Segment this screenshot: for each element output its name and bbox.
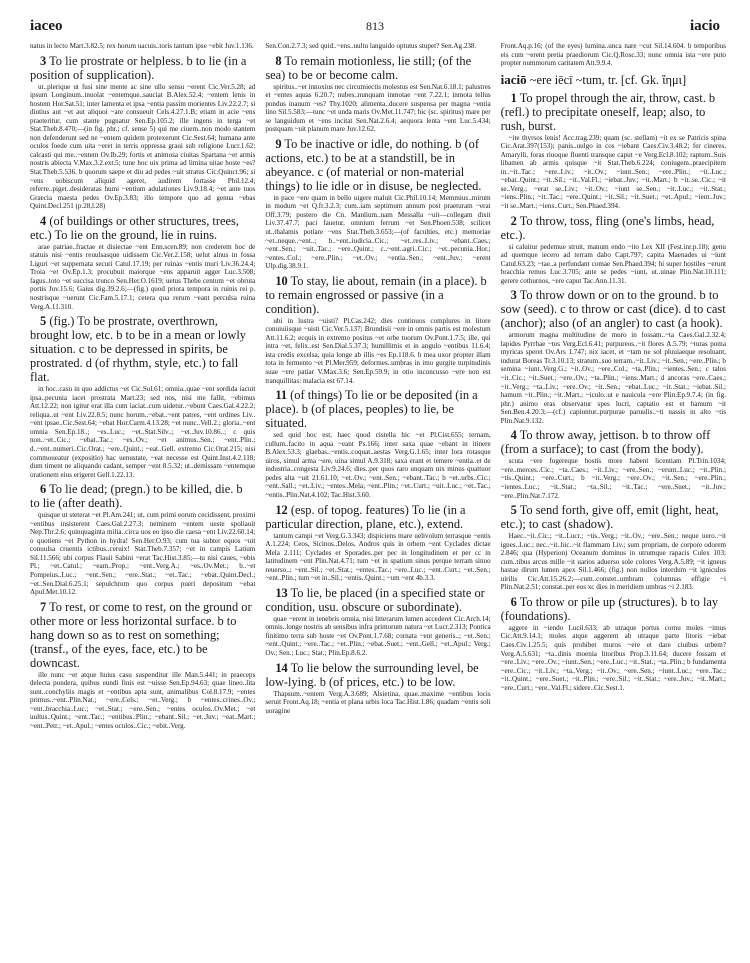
sense-definition: [501, 288, 726, 330]
sense-number: 3: [40, 53, 47, 68]
sense-number: 6: [40, 482, 47, 497]
sense-number: 11: [275, 388, 288, 403]
lemma-headword: iaciō: [500, 71, 527, 87]
sense-definition: [30, 314, 255, 384]
sense-number: 2: [510, 213, 517, 228]
sense-text: To stay, lie about, remain (in a place). b to remain engrossed or passive (in a condition).: [265, 273, 487, 316]
citation-paragraph: in hoc..casu in quo addictus ~et Cic.Sul.61; omnia..quae ~ent sordida iacuit ipsa..pecunia iacet prostrata Mart.23; sed nos, nisi me fallit, ~ebimus Att.12.22; non igitur erat illa cum iaciat..cum uidetur..~ebunt Caes.Gal.4.22.2; reliqua..ut ~ent Liv.22.8.5; nunc horum..~ebat..~ent patres, ~ent ordines Liv.. ~ent ipsae..Cic.Sest.64; ~ebat Hor.Carm.4.13.28; ~et nunc..Vell.2.; gloria..~ent omnia Sen.Ep.18..; ~es..Luc.; ~et..Stat.Silv..; ~et..Juv.10.86..; c quis non..~et..Cic.; ~ebat..Tac.; ~es..Ov.; ~et animus..Sen.; ~ent..Plin.; d..~ent..numeri..Cic.Orat.; ~ere..Quint.; ~eat..Gell. extremo Cic.Orat.215; nisi commoueatur (expositio) hac uenustate, ~eat necesse est Quint.Inst.4.2.118; dum timent ne aliquando cadant, semper ~ent 8.5.32; ut..demissam ~entemque orationem eius erigeret Gell.1.22.13.: [30, 385, 256, 479]
sense-definition: [30, 54, 255, 82]
sense-text: (esp. of topog. features) To lie (in a particular direction, plane, etc.), extend.: [265, 502, 466, 531]
sense-definition: [265, 54, 490, 82]
sense-text: To propel through the air, throw, cast. b (refl.) to precipitate oneself, leap; also, to rush, burst.: [500, 90, 716, 133]
sense-number: 4: [40, 213, 47, 228]
sense-number: 8: [275, 53, 282, 68]
column-1: [30, 42, 255, 953]
citation-paragraph: quisque ut steterat ~et Pl.Am.241; ut, cum primi eorum cecidissent, proximi ~entibus insisterent Caes.Gal.2.27.3; neminem ~entem ueste spoliauit Nep.Thr.2.6; quinquaginta milia..circa uos eo ipso die caesa ~ent Liv.22.60.14; o quotiens ~et Python in hydra! Sen.Her.O.93; cum tua subter equos ~uit conuulsa cruentis ictibus..ceruix! Stat.Theb.7.357; ~et in campis Latium Sil.11.566; ubi corpus Flauii Sabini ~erat Tac.Hist.3.85;—tu nisi caues, ~ebis Pl.; ~et..Catul.; ~eam..Prop.; ~ent..Verg.A.; ~es..Ov.Met.; b..~et Pompeius..Luc.; ~ent..Sen.; ~ere..Stat.; ~et..Tac.; ~ebat..Quint.Decl.; ~et..Sen.Dial.6.25.1; sepulchrum quo corpus pueri depositum ~ebat Apul.Met.10.12.: [30, 511, 256, 597]
right-running-headword: iacio: [690, 18, 720, 34]
citation-paragraph: si caluitur pedemue struit, manum endo ~ito Lex XII (Fest.inr.p.18); genu ad quemque iecero ad terram dabo Capt.797; capita Maenades ui ~iunt Catul.63.23; ~tae..a perfundant comae Sen.Phaed.394; hi super hostiles ~erunt bracchia remos Luc.3.705; ante se pedes ~iunt, ut..uinae Plin.Nat.10.111; gerere cothurnos, ~ere caput Tac.Ann.11.31.: [500, 242, 726, 285]
sense-definition: [265, 586, 490, 614]
sense-text: To throw away, jettison. b to throw off (from a surface); to cast (from the body).: [500, 428, 711, 457]
sense-text: (of things) To lie or be deposited (in a place). b (of places, peoples) to lie, be situated.: [265, 388, 478, 431]
citation-paragraph: spiritus..~et innoxius nec circumiectis molestus est Sen.Nat.6.18.1; palustres et ~entes aquas 6.20.7; nubes..nunquam inmotae ~ent 7.22.1; inmota tellus pondus inanum ~es? Thy.1020; alimenta..ducere suspensa per magna ~entia lino Sil.5.583;—tunc ~et unda maris Ov.Met.11.747; hic (sc. spiritus) mare per se languidum et ~ens incitat Sen.Nat.2.6.4; aequora lenta ~ent Luc.5.434; postquam ~uit planum mare Juv.12.62.: [265, 82, 491, 134]
sense-definition: [501, 595, 726, 623]
sense-definition: [501, 214, 726, 242]
citation-paragraph: Thapsum..~entem Verg.A.3.689; Alsietina, quae..maxime ~entibus locis seruit Front.Aq.18; ~entia et plana urbis loca Tac.Hist.1.86; quadam ~entis soli uoragine: [265, 689, 491, 715]
sense-number: 7: [40, 599, 47, 614]
sense-number: 5: [510, 503, 517, 518]
citation-paragraph: Haec..~it..Cic.; ~it..Lucr.; ~tis..Verg.; ~it..Ov.; ~ere..Sen.; neque uero..~it ignes..Luc.; nec..~it..hic..~it flammam Liv.; sum propriam, de corpore odorem 2.846; qua (Hyperion) Oceanum dominus in utrumque rapacis Culex 103; cum..tibus arcus mille ~it uarios aduerso sole colores Verg.A.5.89; ~it igneus hastae dirum lumen apex Sil.1.466; (fig.) non nullos interdum ~it igniculos uirilis Cic.Att.15.26.2;—cum..constet..umbram columnas effigie ~i Plin.Nat.2.51; constat..per eos xc dies in meridiem umbras ~i 2.183.: [500, 532, 726, 592]
page-header: [30, 18, 720, 40]
sense-text: To throw or pile up (structures). b to lay (foundations).: [500, 594, 719, 623]
sense-number: 1: [510, 90, 517, 105]
left-running-headword: iaceo: [30, 18, 63, 34]
column-2: [265, 42, 490, 953]
sense-number: 4: [510, 428, 517, 443]
sense-definition: [265, 388, 490, 430]
sense-definition: [265, 274, 490, 316]
citation-paragraph: in pace ~ere quam in bello uigere maluit Cic.Phil.10.14; Memmius..mirum in modum ~et Q.fr.3.2.3; cum..iam septimum annum post praeturam ~erat Off.3.79; postero die Cn. Manlium..nam Messalla ~uit—collegam dixit Liv.37.47.7; paci fauetur, omnium ferrum ~et Sen.Phoen.538; scilicet ut..thalamis potiare ~ens Stat.Theb.3.653;—(of faculties, etc.) memoriae ~et..neque..~ent..; b..~ent..iudicia..Cic.; ~et..res..Liv.; ~ebant..Caes.; ~ent..Sen.; ~uit..Tac.; ~ere..Quint.; c..~ent..agri..Cic.; ~et..pecunia..Hor.; ~entes..Col.; ~ere..Plin.; ~et..Ov.; ~entia..Sen.; ~ent..Juv.; ~erent Ulp.dig.38.9.1.: [265, 193, 491, 271]
sense-number: 13: [275, 585, 288, 600]
sense-definition: [265, 503, 490, 531]
citation-paragraph: ut..plerique ut fusi sine mente ac sine ullo sensu ~erent Cic.Ver.5.28; ad ipsum Longinum..inuolat ~entemque..sauciat B.Alex.52.4; ~entem lenis in hostem Hor.Sat.51; inter lamenta et ipsa ~entia passim morientes Liv.22.2.7; si diutius aut ~et aut aliquoi ~are consueuit Cels.4.27.1.B; etiam in acie ~ens praeteritur, cum stante pugnatur Sen.Ep.105.2; ille ingens in terga ~et Stat.Theb.8.470;—(in fig. phr.; cf. sense 5) qui me ciuem..non modo stantem non defenderunt sed ne ~entem quidem protexerunt Cic.Sest.64; humana ante oculos foede cum uita ~eret in terris oppressa graui sub religione Lucr.1.62; calcasti qui me..~entem Ov.Ib.29; fortis et animosa ciuitas Spartana ~et armis nostris abiecta V.Max.3.2.ext.5; tune hoc uix prima ad limina uitae hoste ~es? Stat.Theb.5.536. b quorum saepe et diu ad pedes ~uit stratus Cic.Quinct.96; si ~ens uobiscum aliquid ageret, audirem fortasse Phil.12.4; referre..piget..desideratas humi ~entium adulationes Liv.9.18.4; ~et ante tuos Graecia maesta pedes Ov.Ep.3.83; illo tempore quo ad genua ~ebas Quint.Decl.251 (p.28,l.28): [30, 82, 256, 211]
sense-text: To be inactive or idle, do nothing. b (of actions, etc.) to be at a standstill, be in abeyance. c (of material or non-material things) to lie idle or in disuse, be neglected.: [265, 136, 482, 193]
citation-paragraph: armorum magna multitudine de muro in fossam..~ta Caes.Gal.2.32.4; lapides Pyrrhae ~tos Verg.Ecl.6.41; purpureos..~it flores A.5.79; ~turas poma myricas speret Ov.Ars 1.747; nix iacet, et ~tam ne sol pluuiaeque resoluant, indurat Boreas Tr.3.10.13; stratum..suo terram..~it..Liv.; ~it..Sen.; ~ere..Plin.; b semina ~iunt..Verg.G.; ~it..Ov.; ~ere..Col.; ~ta..Plin.; ~ientes..Sen.; c talos ~it..Cic.; ~it..Suet.; ~ere..Ov.; ~ta..Plin.; ~iens..Mart.; d ancoras ~ere..Caes.; ~it..Verg.; ~ta..Liv.; ~ere..Ov.; ~it..Sen.; ~ebat..Luc.; ~it..Stat.; ~iebat..Sil.; hamum ~it..Plin.; ~it..Mart.; ~iculo..ut e nauicula ~ere Plin.Ep.9.7.4; (in fig. phr.) animo eras observatur spes lucri, captatio est et hamum ~it Sen.Ben.4.20.3;—(cf.) capiuntur..purpurae paruulis..~ti nassis in alto ~tis Plin.Nat.9.132.: [500, 331, 726, 425]
sense-text: To lie below the surrounding level, be low-lying. b (of prices, etc.) to be low.: [265, 660, 479, 689]
entry-lemma: [501, 72, 726, 88]
citation-paragraph: aggere in ~iendo Lucil.633; ab utraque portus cornu moles ~imus Cic.Att.9.14.1; moles atque aggerem ab utraque parte litoris ~iebat Caes.Civ.1.25.5; quis prohibet muros ~ere et dare ciuibus urbem? Verg.A.5.631; ~ta..dinis moenia litoribus Prop.3.11.64; ducere fossam et ~ere..Liv.; ~ere..Ov.; ~iunt..Sen.; ~ere..Luc.; ~it..Stat.; ~ta..Plin.; b fundamenta ~ere..Cic.; ~it..Liv.; ~ta..Verg.; ~it..Ov.; ~ere..Sen.; ~iunt..Luc.; ~ere..Tac.; ~it..Quint.; ~ere..Suet.; ~it..Plin.; ~ere..Sil.; ~it..Stat.; ~ere..Juv.; ~it..Mart.; ~ere..Curt.; ~ere..Val.Fl.; sidere..Cic.Sest.1.: [500, 623, 726, 692]
citation-paragraph: scuta ~ere fugereque hostis more habent licentiam Pl.Trin.1034; ~ere..merces..Cic.; ~ta..Caes.; ~it..Liv.; ~ere..Sen.; ~erunt..Luc.; ~it..Plin.; ~tis..Quint.; ~ere..Curt.; b ~it..Verg.; ~ere..Ov.; ~it..Sen.; ~ere..Plin.; ~ientes..Luc.; ~it..Stat.; ~ta..Sil.; ~it..Tac.; ~ere..Suet.; ~it..Juv.; ~ere..Plin.Nat.7.172.: [500, 457, 726, 500]
sense-definition: [501, 503, 726, 531]
sense-number: 6: [510, 594, 517, 609]
citation-paragraph: tantum campi ~et Verg.G.3.343; dispiciens mare uelivolum terrasque ~entis A.1.224; Ceos, Sicinos..Delos, Andros quis in orbem ~ent Cyclades dictae Mela 2.111; Cyclades et Sporades..per pec in longitudinem et per cc in latitudinem ~ent Plin.Nat.4.71; tum ~et in spatium sinus perque terram sinuo reuerso..; ~ent..Sil.; ~et..Stat.; ~entes..Tac.; ~ere..Luc.; ~ent..Curt.; ~et..Sen.; ~ent..Plin.; tum ~et in..Sil.; ~entis..Quint.; ~um ~ent 4b.3.3.: [265, 531, 491, 583]
sense-text: (fig.) To be prostrate, overthrown, brought low, etc. b to be in a mean or lowly situation. c to be depressed in spirits, be prostrated. d (of rhythm, style, etc.) to fall flat.: [30, 314, 246, 385]
citation-paragraph: ille nunc ~et atque huius casu suspenditur ille Man.5.441; in praeceps delecta pondera, quibus eundi finis est ~uisse Sen.Ep.94.63; quae lineo..lita sunt..conchyliis magis et ~entibus apta sunt, animalibus Col.8.17.9; ~entes primus..~ent..Plin.Nat.; ~ere..Cels.; ~et..Verg.; b ~entes..crines..Ov.; ~ent..bracchia..Luc.; ~et..Stat.; ~ere..Sen.; ~entes oculos..Ov.Met.; ~et uultus..Quint.; ~ent..Tac.; ~entibus..Plin.; ~ebant..Sil.; ~et..Juv.; ~eat..Mart.; ~ent..Petr.; ~et..Apul.; ~entes oculos..Cic.; ~ebit..Verg.: [30, 670, 256, 730]
sense-text: To throw, toss, fling (one's limbs, head, etc.).: [500, 213, 715, 242]
sense-number: 10: [275, 273, 288, 288]
sense-number: 5: [40, 314, 47, 329]
sense-definition: [265, 661, 490, 689]
sense-text: To throw down or on to the ground. b to sow (seed). c to throw or cast (dice). d to cast (anchor); also (of an angler) to cast (a hook).: [500, 288, 726, 331]
sense-text: To rest, or come to rest, on the ground or other more or less horizontal surface. b to hang down so as to rest on something; (transf., of the eyes, face, etc.) to be downcast.: [30, 599, 252, 670]
sense-definition: [265, 137, 490, 193]
citation-paragraph: quae ~erent in tenebris omnia, nisi litterarum lumen accederet Cic.Arch.14; omnis..longe nostris ab sensibus infra primorum natura ~et Lucr.2.313; Pontica finitimo terra sub hoste ~et Ov.Pont.1.7.68; cornata ~ent generis..; ~et..Sen.; ~ent..Quint.; ~ere..Tac.; ~et..Plin.; ~ebat..Suet.; ~ent..Gell.; ~et..Apul.; Verg.; Ov.; Sen.; Luc.; Stat.; Plin.Ep.8.6.2.: [265, 614, 491, 657]
citation-paragraph: arae patriae..fractae et disiectae ~ent Enn.scen.89; non crederem hoc de statuis nisi ~entis reuulsasque uidissem Cic.Ver.2.158; uelut alnus in fossa Liguri ~et suppernata securi Catul.17.19; per ruinas ~entis muri Liv.36.24.4; Troia ~et Ov.Ep.1.3; procubuit maiorque ~ens apparuit agger Luc.3.508; fagus..toto ~et succisa trunco Sen.Her.O.1619; uetus Thebe centum ~et obruta portis Juv.15.6; Gaius dig.39.2.6;—(fig.) quod priora tempora in ruinis rei p. nostrisque ~uerunt Cic.Fam.5.17.1; cetera qua rerum ~eant perculsa ruina Verg.A.11.310.: [30, 242, 256, 311]
sense-text: To remain motionless, lie still; (of the sea) to be or become calm.: [265, 53, 472, 82]
sense-definition: [30, 600, 255, 670]
sense-number: 3: [510, 288, 517, 303]
citation-paragraph: sed quid hoc est, haec quod cistella hic ~et Pl.Cist.655; ternam, cullum..facito in aqua ~eant Ps.166; inter saxa quae ~ebant in itinere B.Alex.53.3; glaebas..~entis..coquat..aestas Verg.G.1.65; inter lora rotasque uiros, simul arma ~ere, uina simul A.9.318; saxa erant et temere ~entia..et de industria..congesta Liv.9.24.6; dies..per quos raro unquam nix minus quattuor pedes alta ~uit 21.61.10; ~et..Ov.; ~ent..Sen.; ~ebant..Tac.; b ~et..urbs..Cic.; ~ent..Sall.; ~et..Liv.; ~entes..Mela; ~ent..Plin.; ~et..Curt.; ~uit..Luc.; ~et..Tac.; ~entis..Plin.Nat.4.102; Tac.Hist.3.60.: [265, 431, 491, 499]
citation-paragraph: natus in lecto Mart.3.82.5; rex horum uacuis..toris tantum ipse ~ebit Juv.1.136.: [30, 42, 254, 50]
sense-number: 14: [275, 660, 288, 675]
sense-text: To lie prostrate or helpless. b to lie (in a position of supplication).: [30, 53, 247, 82]
text-columns: [30, 42, 726, 953]
sense-definition: [30, 482, 255, 510]
sense-definition: [501, 91, 726, 133]
sense-text: To send forth, give off, emit (light, heat, etc.); to cast (shadow).: [500, 503, 719, 532]
sense-number: 12: [275, 502, 288, 517]
column-3: [501, 42, 726, 953]
sense-definition: [501, 428, 726, 456]
sense-definition: [30, 214, 255, 242]
sense-text: To lie, be placed (in a specified state or condition, usu. obscure or subordinate).: [265, 585, 485, 614]
citation-paragraph: Front.Aq.p.16; (of the eyes) lumina..unca nare ~cut Sil.14.604. b temporibus eis cum ~erent pretia praediorum Cic.Q.Rosc.33; nunc omnia ista ~ere puto propter nummorum caritatem Att.9.9.4.: [500, 42, 726, 68]
citation-paragraph: ubi in lustra ~uisti? Pl.Cas.242; dies continuos complures in litore conuiuiisque ~uisti Cic.Ver.5.137; Brundisii ~ere in omnis partis est molestum Att.11.6.2; ecquis in extremo positus ~et orbe tuorum Ov.Pont.1.7.5; ille, qui intra ~et, felix..est Sen.Dial.5.37.3; humillimis et in angulo ~entibus 11.6.4; ista credis excelsa, quia longe ab illis ~es Ep.118.6. b mea uxor propter illam tota in fermento ~et Pl.Mer.959; deformes..umbras in imo gurgite turpitudinis suae ~ere patiar V.Max.3.6; Sen.Ep.59.9; in otio inconcusso ~ere non est tranquillitas: malacia est 67.14.: [265, 316, 491, 385]
sense-number: 9: [275, 136, 282, 151]
sense-text: (of buildings or other structures, trees, etc.) To lie on the ground, lie in ruins.: [30, 213, 239, 242]
lemma-grammar: ~ere iēcī ~tum, tr. [cf. Gk. ἵημι]: [529, 72, 687, 87]
sense-text: To lie dead; (pregn.) to be killed, die. b to lie (after death).: [30, 482, 243, 511]
citation-paragraph: Sen.Con.2.7.3; sed quid..~ens..uultu languido optutus stupet? Sen.Ag.238.: [265, 42, 477, 50]
page-number: 813: [366, 19, 384, 33]
citation-paragraph: ~ite thyrsos lenis! Acc.trag.239; quam (sc. stellam) ~it ex se Patricis spina Cic.Arat.397(153); panis..uulgo in cos ~iebant Caes.Civ.3.48.2; fer cineres, Amarylli, foras riuoque fluenti transque caput ~e Verg.Ecl.8.102; raptum..Suis libamen ab armis quisque ~it Stat.Theb.6.224; coniugem..praecipitem in..~it..Tac.; ~ere..Liv.; ~it..Ov.; ~iunt..Sen.; ~ere..Plin.; ~it..Luc.; ~ebat..Quint.; ~it..Sil.; ~it..Val.Fl.; ~iebat..Juv.; ~it..Mart.; b ~it..se..Cic.; ~it se..Verg.; ~erat se..Liv.; ~it..Ov.; ~iunt se..Sen.; ~it..Luc.; ~it..Stat.; ~iens..Plin.; ~it..Tac.; ~ere..Quint.; ~it..Sil.; ~it..Suet.; ~et..Apul.; ~ient..Juv.; ~it se..Mart.; ~iens..Curt.; Sen.Phaed.394.: [500, 133, 726, 211]
